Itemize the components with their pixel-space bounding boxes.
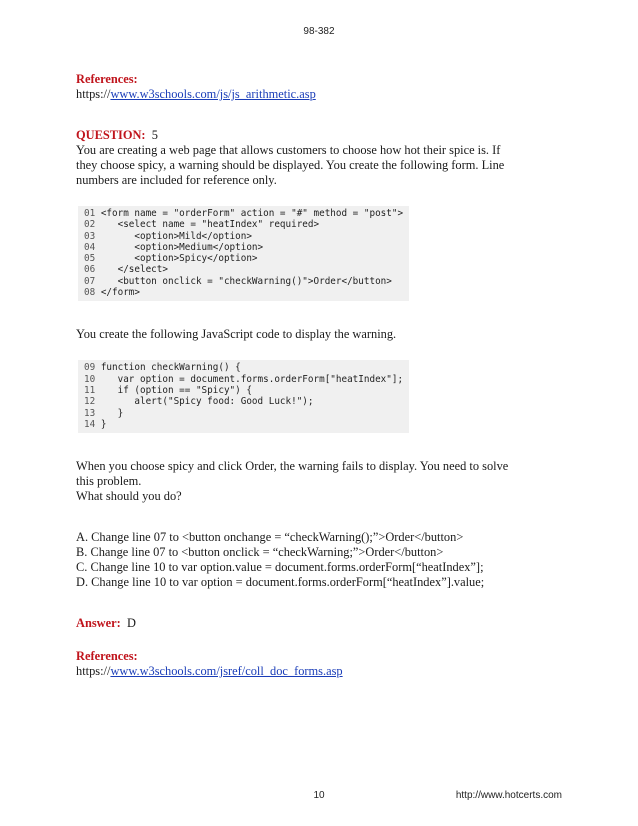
footer-site-url[interactable]: http://www.hotcerts.com [455,790,562,801]
problem-line-2: this problem. [76,474,142,489]
code-line: 05 <option>Spicy</option> [84,253,258,265]
references-bottom-url [76,664,576,679]
problem-line-1: When you choose spicy and click Order, the warning fails to display. You need to solve [76,459,509,474]
code-line: 04 <option>Medium</option> [84,241,264,253]
code-line: 07 <button onclick = "checkWarning()">Order</button> [84,275,392,287]
problem-line-3: What should you do? [76,489,182,504]
option-a: A. Change line 07 to <button onchange = “checkWarning();”>Order</button> [76,530,464,545]
url-prefix: https:// [76,87,111,101]
code-line: 06 </select> [84,264,168,276]
question-label: QUESTION: [76,128,146,142]
references-bottom-link[interactable]: www.w3schools.com/jsref/coll_doc_forms.asp [110,664,343,679]
answer-label: Answer: [76,616,121,631]
code-line: 14 } [84,418,107,430]
code-line: 11 if (option == "Spicy") { [84,384,252,396]
exam-code-header: 98-382 [303,26,335,37]
question-text-line-2: they choose spicy, a warning should be displayed. You create the following form. Line [76,158,505,172]
option-d: D. Change line 10 to var option = document.forms.orderForm[“heatIndex”].value; [76,575,485,590]
js-code-snippet [78,360,409,433]
code-line: 12 alert("Spicy food: Good Luck!"); [84,396,314,408]
form-code-snippet [78,206,409,301]
question-text-line-3: numbers are included for reference only. [76,173,277,187]
code-line: 02 <select name = "heatIndex" required> [84,219,320,231]
url-prefix: https:// [76,664,111,679]
code-line: 10 var option = document.forms.orderForm["heatIndex"]; [84,373,404,385]
js-intro-text: You create the following JavaScript code to display the warning. [76,327,397,342]
answer-value: D [126,616,136,631]
answer-line [76,616,576,631]
question-text-line-1: You are creating a web page that allows customers to choose how hot their spice is. If [76,143,501,157]
references-url [76,87,576,102]
code-line: 08 </form> [84,287,140,299]
code-line: 01 <form name = "orderForm" action = "#" method = "post"> [84,208,404,219]
page-number: 10 [313,790,325,801]
code-line: 13 } [84,407,124,419]
option-c: C. Change line 10 to var option.value = document.forms.orderForm[“heatIndex”]; [76,560,484,575]
option-b: B. Change line 07 to <button onclick = “checkWarning;”>Order</button> [76,545,444,560]
references-label: References: [76,72,138,86]
question-number: 5 [151,128,158,142]
page-content [76,72,576,679]
code-line: 03 <option>Mild</option> [84,230,252,242]
references-bottom-label: References: [76,649,138,664]
code-line: 09 function checkWarning() { [84,362,241,374]
question-heading [76,128,576,143]
references-link[interactable]: www.w3schools.com/js/js_arithmetic.asp [110,87,316,101]
